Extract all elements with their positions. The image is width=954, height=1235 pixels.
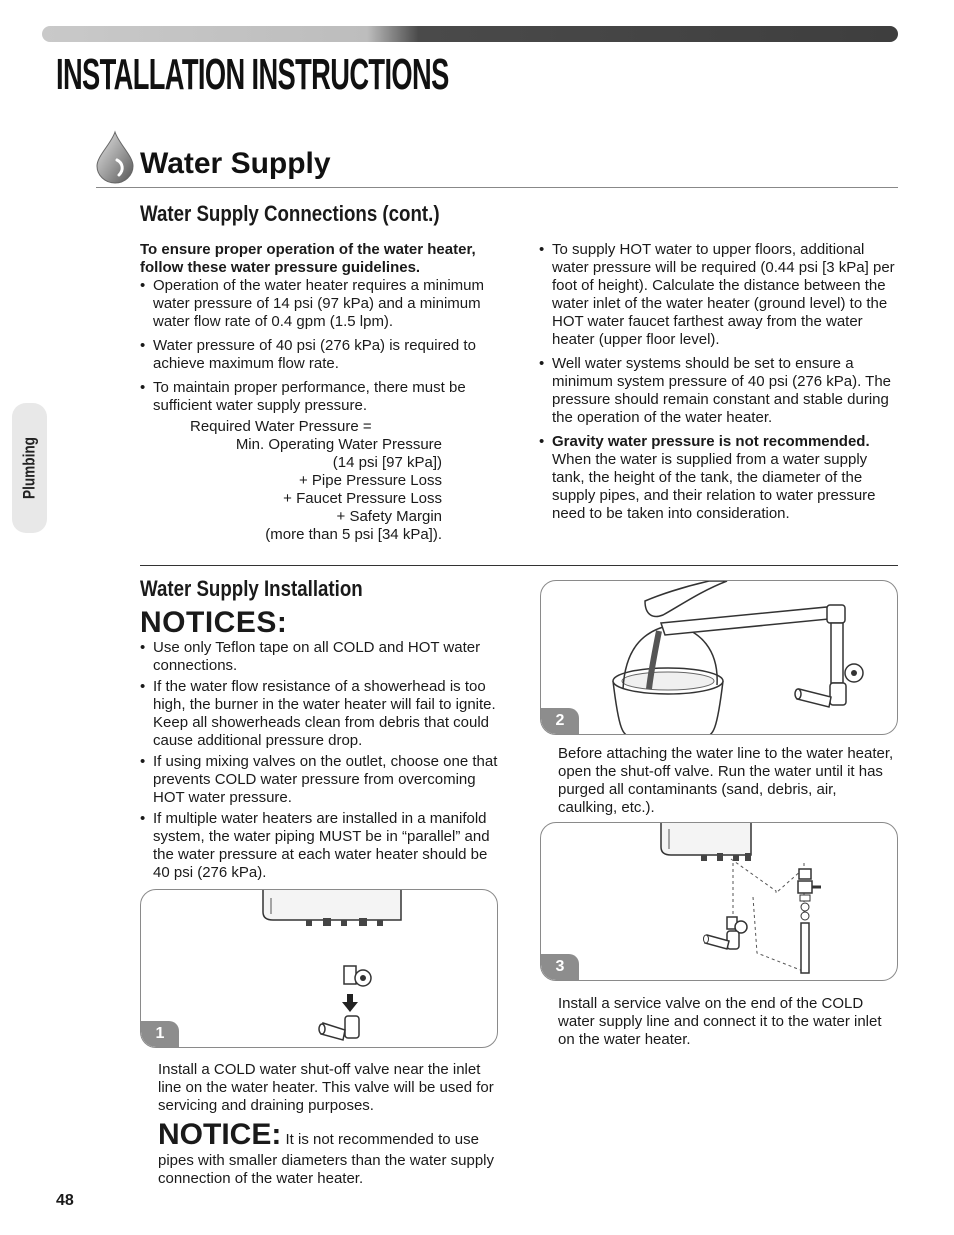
installation-heading: Water Supply Installation: [140, 576, 363, 601]
step-2-illustration: [540, 580, 898, 735]
list-item: • If using mixing valves on the outlet, choose one that prevents COLD water pressure from overcoming HOT water pressure.: [140, 753, 502, 807]
formula-line: + Faucet Pressure Loss: [283, 490, 442, 507]
section-title: Water Supply: [140, 147, 331, 180]
notices-list: [140, 639, 502, 885]
step-badge: 3: [541, 954, 579, 980]
connections-intro: To ensure proper operation of the water heater, follow these water pressure guidelines.: [140, 241, 476, 276]
step-3-illustration: [540, 822, 898, 981]
formula-line: + Pipe Pressure Loss: [299, 472, 442, 489]
section-divider: [96, 187, 898, 188]
formula-line: + Safety Margin: [336, 508, 442, 525]
list-item: • To maintain proper performance, there must be sufficient water supply pressure.: [140, 379, 502, 415]
page-title: INSTALLATION INSTRUCTIONS: [56, 50, 449, 99]
water-drop-icon: [95, 130, 135, 184]
bucket-purge-diagram: [541, 581, 897, 734]
valve-install-diagram: [141, 890, 497, 1047]
list-item: • If the water flow resistance of a showerhead is too high, the burner in the water heater will fail to ignite. Keep all showerheads clean from debris that could cause additional pressure drop.: [140, 678, 502, 750]
list-item: • Well water systems should be set to ensure a minimum system pressure of 40 psi (276 kPa). The pressure should remain constant and stable during the operation of the water heater.: [539, 355, 899, 427]
step-3-caption: Install a service valve on the end of the COLD water supply line and connect it to the water inlet on the water heater.: [558, 995, 882, 1048]
service-valve-diagram: [541, 823, 897, 980]
pressure-formula: [190, 418, 442, 544]
step-1-caption: Install a COLD water shut-off valve near the inlet line on the water heater. This valve will be used for servicing and draining purposes.: [158, 1061, 494, 1114]
gravity-warning: Gravity water pressure is not recommended.: [552, 433, 870, 450]
formula-line: (14 psi [97 kPa]): [332, 454, 442, 471]
formula-line: Min. Operating Water Pressure: [235, 436, 442, 453]
list-item: • To supply HOT water to upper floors, additional water pressure will be required (0.44 psi [3 kPa] per foot of height). Calculate the distance between the water inlet of the water heater (ground level) to the HOT water faucet farthest away from the water heater (upper floor level).: [539, 241, 899, 349]
side-tab-label-wrap: [12, 403, 47, 533]
list-item: • Water pressure of 40 psi (276 kPa) is required to achieve maximum flow rate.: [140, 337, 502, 373]
page-number: 48: [56, 1192, 74, 1209]
step-1-illustration: [140, 889, 498, 1048]
list-item: • Use only Teflon tape on all COLD and HOT water connections.: [140, 639, 502, 675]
notice-block: [158, 1118, 498, 1188]
list-item: • Operation of the water heater requires a minimum water pressure of 14 psi (97 kPa) and a minimum water flow rate of 0.4 gpm (1.5 lpm).: [140, 277, 502, 331]
header-bar: [42, 26, 898, 42]
list-item-gravity: [539, 433, 899, 523]
notice-title: NOTICE:: [158, 1118, 282, 1151]
section-divider: [140, 565, 898, 566]
formula-line: Required Water Pressure =: [190, 418, 372, 435]
side-tab-label: Plumbing: [19, 437, 39, 499]
connections-right-column: [539, 241, 899, 529]
list-item: • If multiple water heaters are installed in a manifold system, the water piping MUST be in “parallel” and the water pressure at each water heater should be 40 psi (276 kPa).: [140, 810, 502, 882]
step-badge: 1: [141, 1021, 179, 1047]
connections-left-column: [140, 241, 502, 421]
connections-heading: Water Supply Connections (cont.): [140, 201, 440, 226]
step-2-caption: Before attaching the water line to the water heater, open the shut-off valve. Run the water until it has purged all contaminants (sand, debris, air, caulking, etc.).: [558, 745, 894, 816]
notice-text: It is not recommended to use pipes with smaller diameters than the water supply connection of the water heater.: [158, 1131, 494, 1187]
notices-title: NOTICES:: [140, 606, 288, 639]
formula-line: (more than 5 psi [34 kPa]).: [265, 526, 442, 543]
gravity-text: When the water is supplied from a water supply tank, the height of the tank, the diameter of the supply pipes, and their relation to water pressure need to be taken into consideration.: [552, 451, 876, 522]
step-badge: 2: [541, 708, 579, 734]
